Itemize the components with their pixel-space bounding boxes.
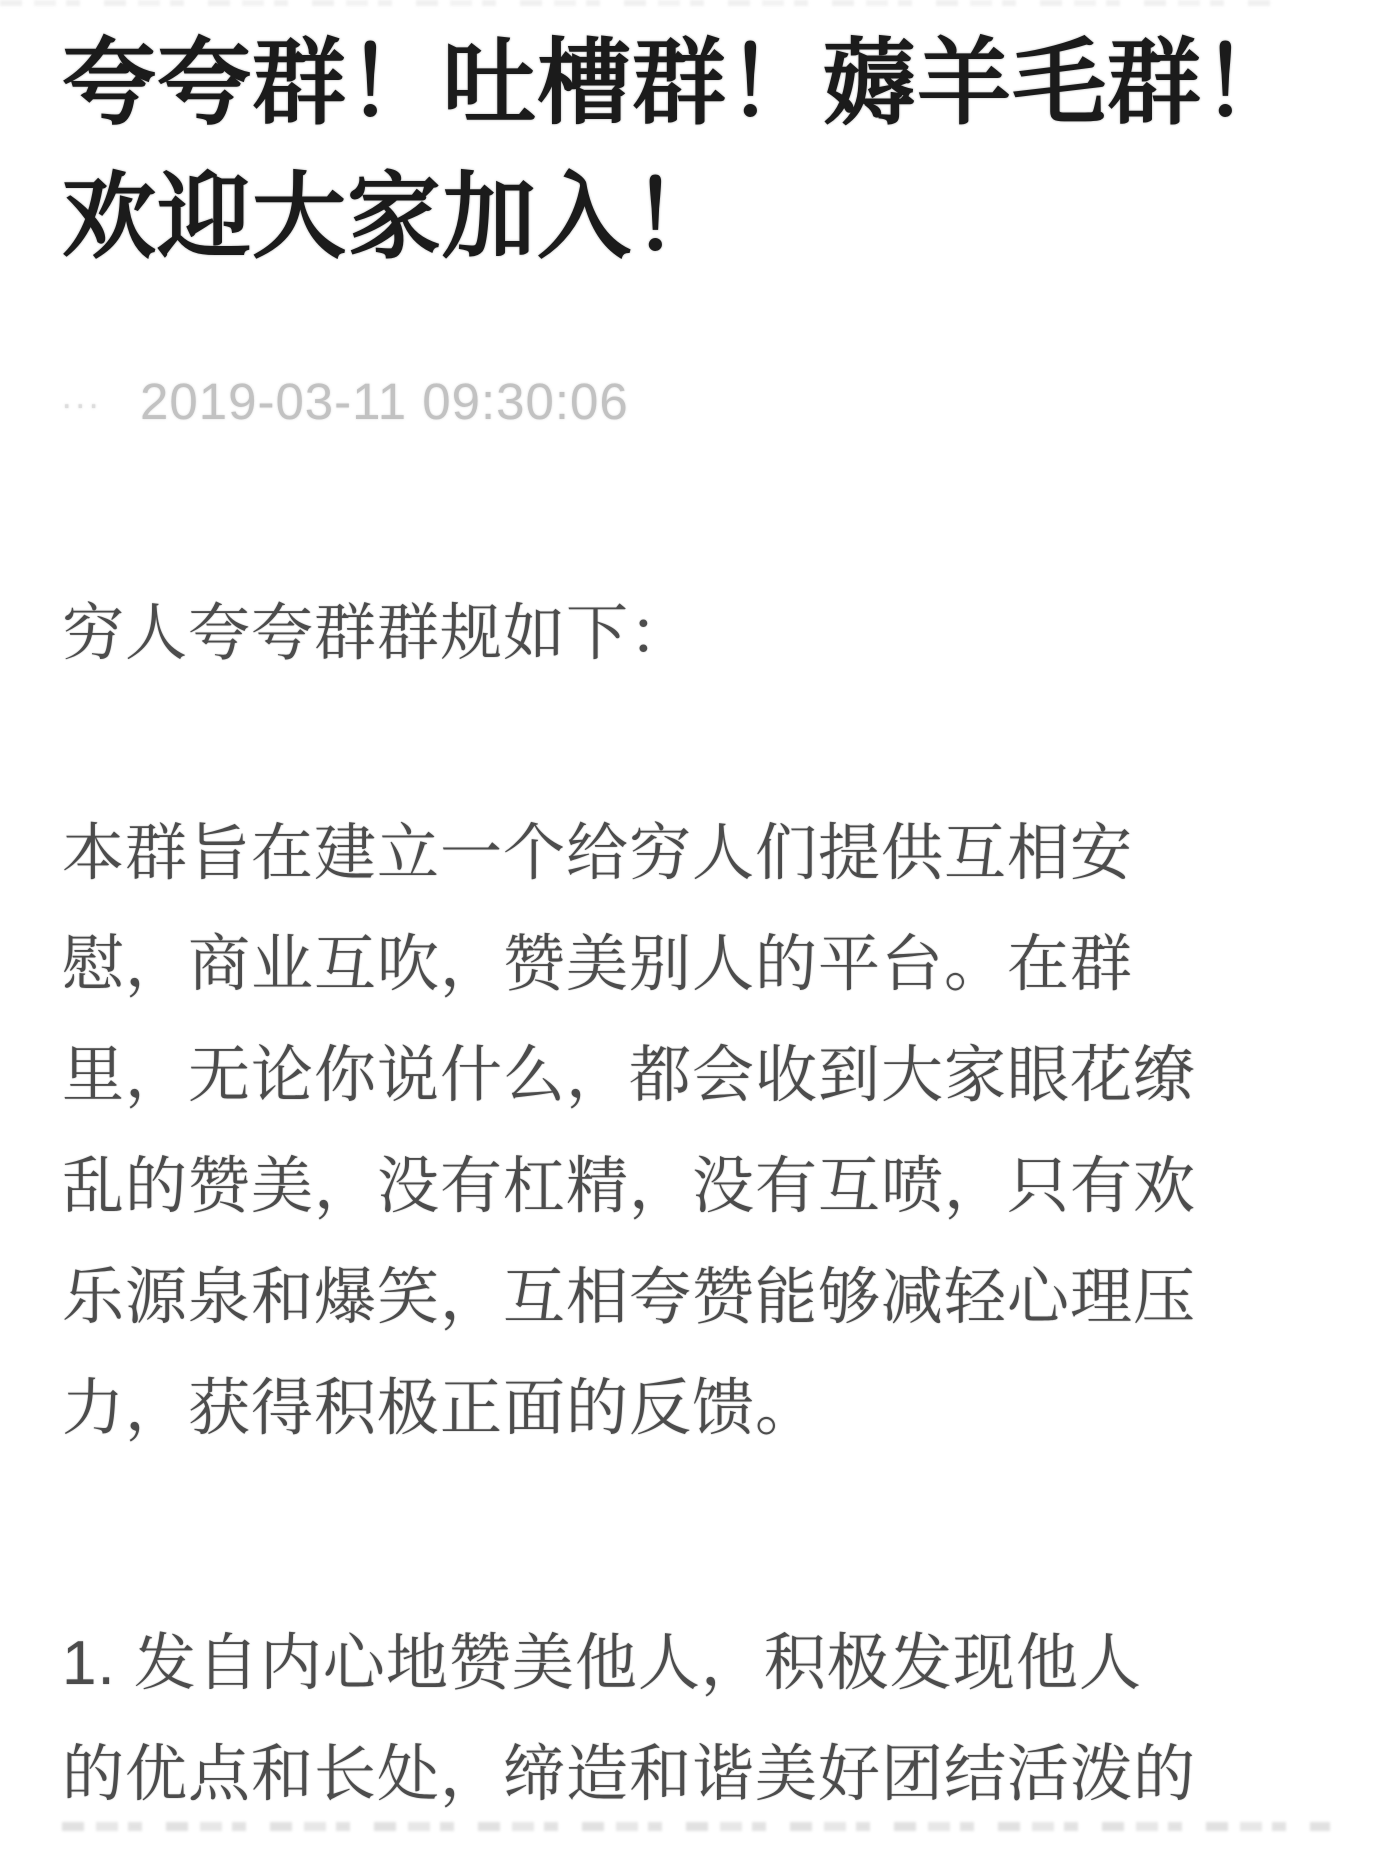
rule-1-line: 的优点和长处，缔造和谐美好团结活泼的 <box>62 1740 1197 1809</box>
intro-line: 力，获得积极正面的反馈。 <box>62 1374 819 1443</box>
post-title-line-2: 欢迎大家加入！ <box>62 164 728 269</box>
intro-line: 慰，商业互吹，赞美别人的平台。在群 <box>62 930 1134 999</box>
intro-line: 里，无论你说什么，都会收到大家眼花缭 <box>62 1041 1197 1110</box>
post-title <box>62 0 1338 284</box>
intro-line: 本群旨在建立一个给穷人们提供互相安 <box>62 819 1134 888</box>
top-clipped-text-decoration <box>0 0 1270 6</box>
intro-paragraph <box>62 798 1338 1464</box>
post-timestamp: 2019-03-11 09:30:06 <box>140 372 629 430</box>
rules-heading: 穷人夸夸群群规如下： <box>62 599 693 668</box>
rule-1-line: 1. 发自内心地赞美他人，积极发现他人 <box>62 1629 1142 1698</box>
bottom-clipped-text-decoration <box>62 1822 1330 1831</box>
author-ellipsis-icon: ... <box>62 377 103 416</box>
intro-line: 乐源泉和爆笑，互相夸赞能够减轻心理压 <box>62 1263 1197 1332</box>
post-title-line-1: 夸夸群！吐槽群！薅羊毛群！ <box>62 30 1298 135</box>
intro-line: 乱的赞美，没有杠精，没有互喷，只有欢 <box>62 1152 1197 1221</box>
post-meta-row <box>62 370 1338 432</box>
rule-1-paragraph <box>62 1608 1338 1830</box>
